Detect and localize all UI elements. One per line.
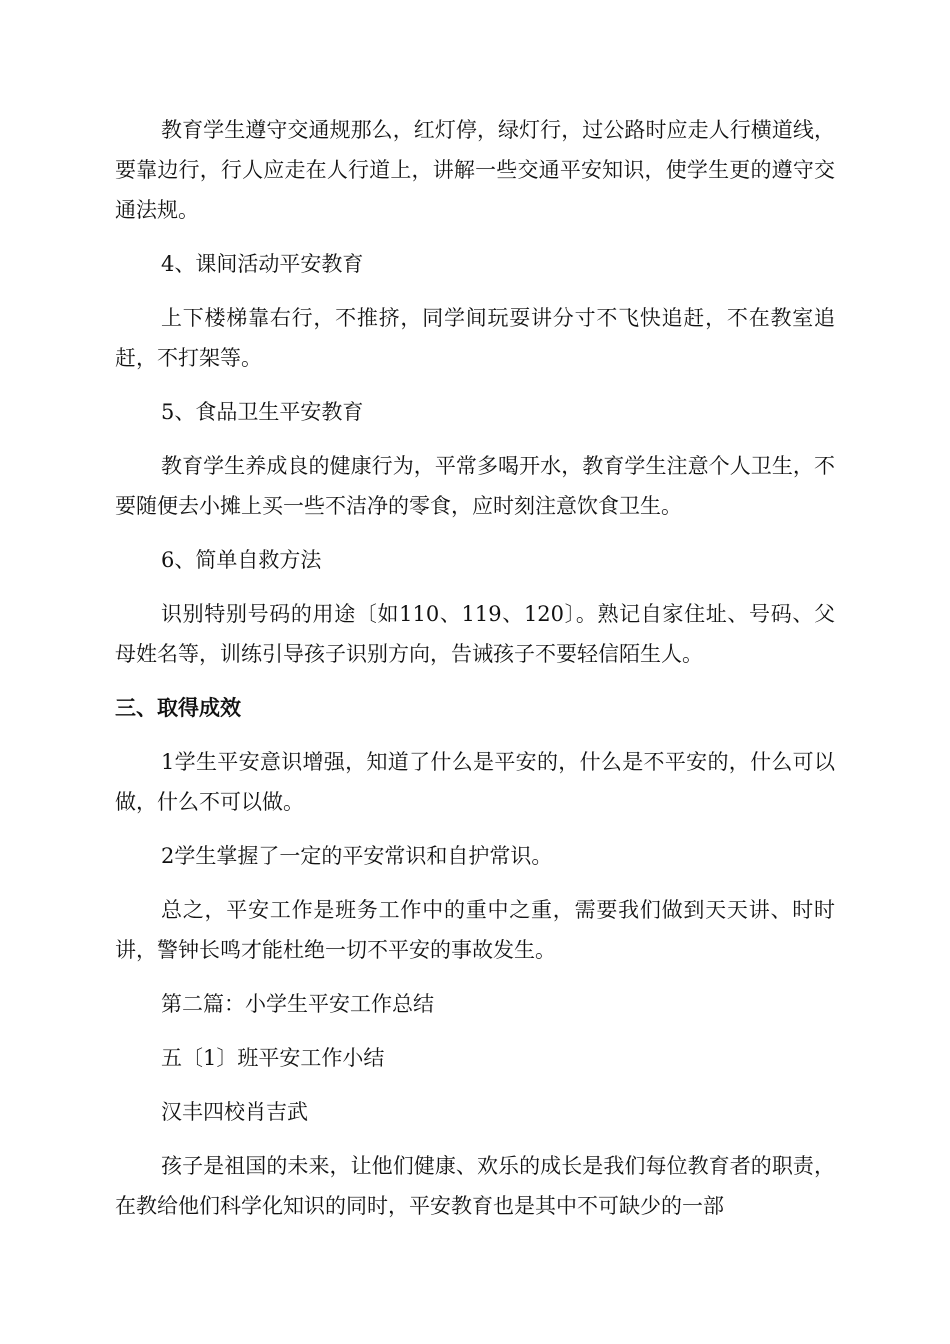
paragraph-traffic-rules: 教育学生遵守交通规那么，红灯停，绿灯行，过公路时应走人行横道线，要靠边行，行人应走在人行道上，讲解一些交通平安知识，使学生更的遵守交通法规。 — [115, 118, 835, 222]
item-heading-food-safety: 5、食品卫生平安教育 — [161, 400, 364, 424]
paragraph-self-rescue: 识别特别号码的用途〔如110、119、120〕。熟记自家住址、号码、父母姓名等，训练引导孩子识别方向，告诫孩子不要轻信陌生人。 — [115, 602, 835, 666]
article-title-second: 第二篇：小学生平安工作总结 — [161, 992, 434, 1016]
paragraph-food-safety: 教育学生养成良的健康行为，平常多喝开水，教育学生注意个人卫生，不要随便去小摊上买一些不洁净的零食，应时刻注意饮食卫生。 — [115, 454, 835, 518]
paragraph-result-1: 1学生平安意识增强，知道了什么是平安的，什么是不平安的，什么可以做，什么不可以做。 — [115, 750, 835, 814]
item-heading-recess-safety: 4、课间活动平安教育 — [161, 252, 364, 276]
section-heading-results: 三、取得成效 — [115, 696, 241, 720]
paragraph-recess-safety: 上下楼梯靠右行，不推挤，同学间玩耍讲分寸不飞快追赶，不在教室追赶，不打架等。 — [115, 306, 835, 370]
item-heading-self-rescue: 6、简单自救方法 — [161, 548, 322, 572]
paragraph-result-2: 2学生掌握了一定的平安常识和自护常识。 — [161, 844, 553, 868]
document-body — [115, 110, 835, 1240]
article-author: 汉丰四校肖吉武 — [161, 1100, 308, 1124]
article-subtitle: 五〔1〕班平安工作小结 — [161, 1046, 385, 1070]
paragraph-intro: 孩子是祖国的未来，让他们健康、欢乐的成长是我们每位教育者的职责，在教给他们科学化知识的同时，平安教育也是其中不可缺少的一部 — [115, 1154, 835, 1218]
paragraph-conclusion: 总之，平安工作是班务工作中的重中之重，需要我们做到天天讲、时时讲，警钟长鸣才能杜绝一切不平安的事故发生。 — [115, 898, 835, 962]
